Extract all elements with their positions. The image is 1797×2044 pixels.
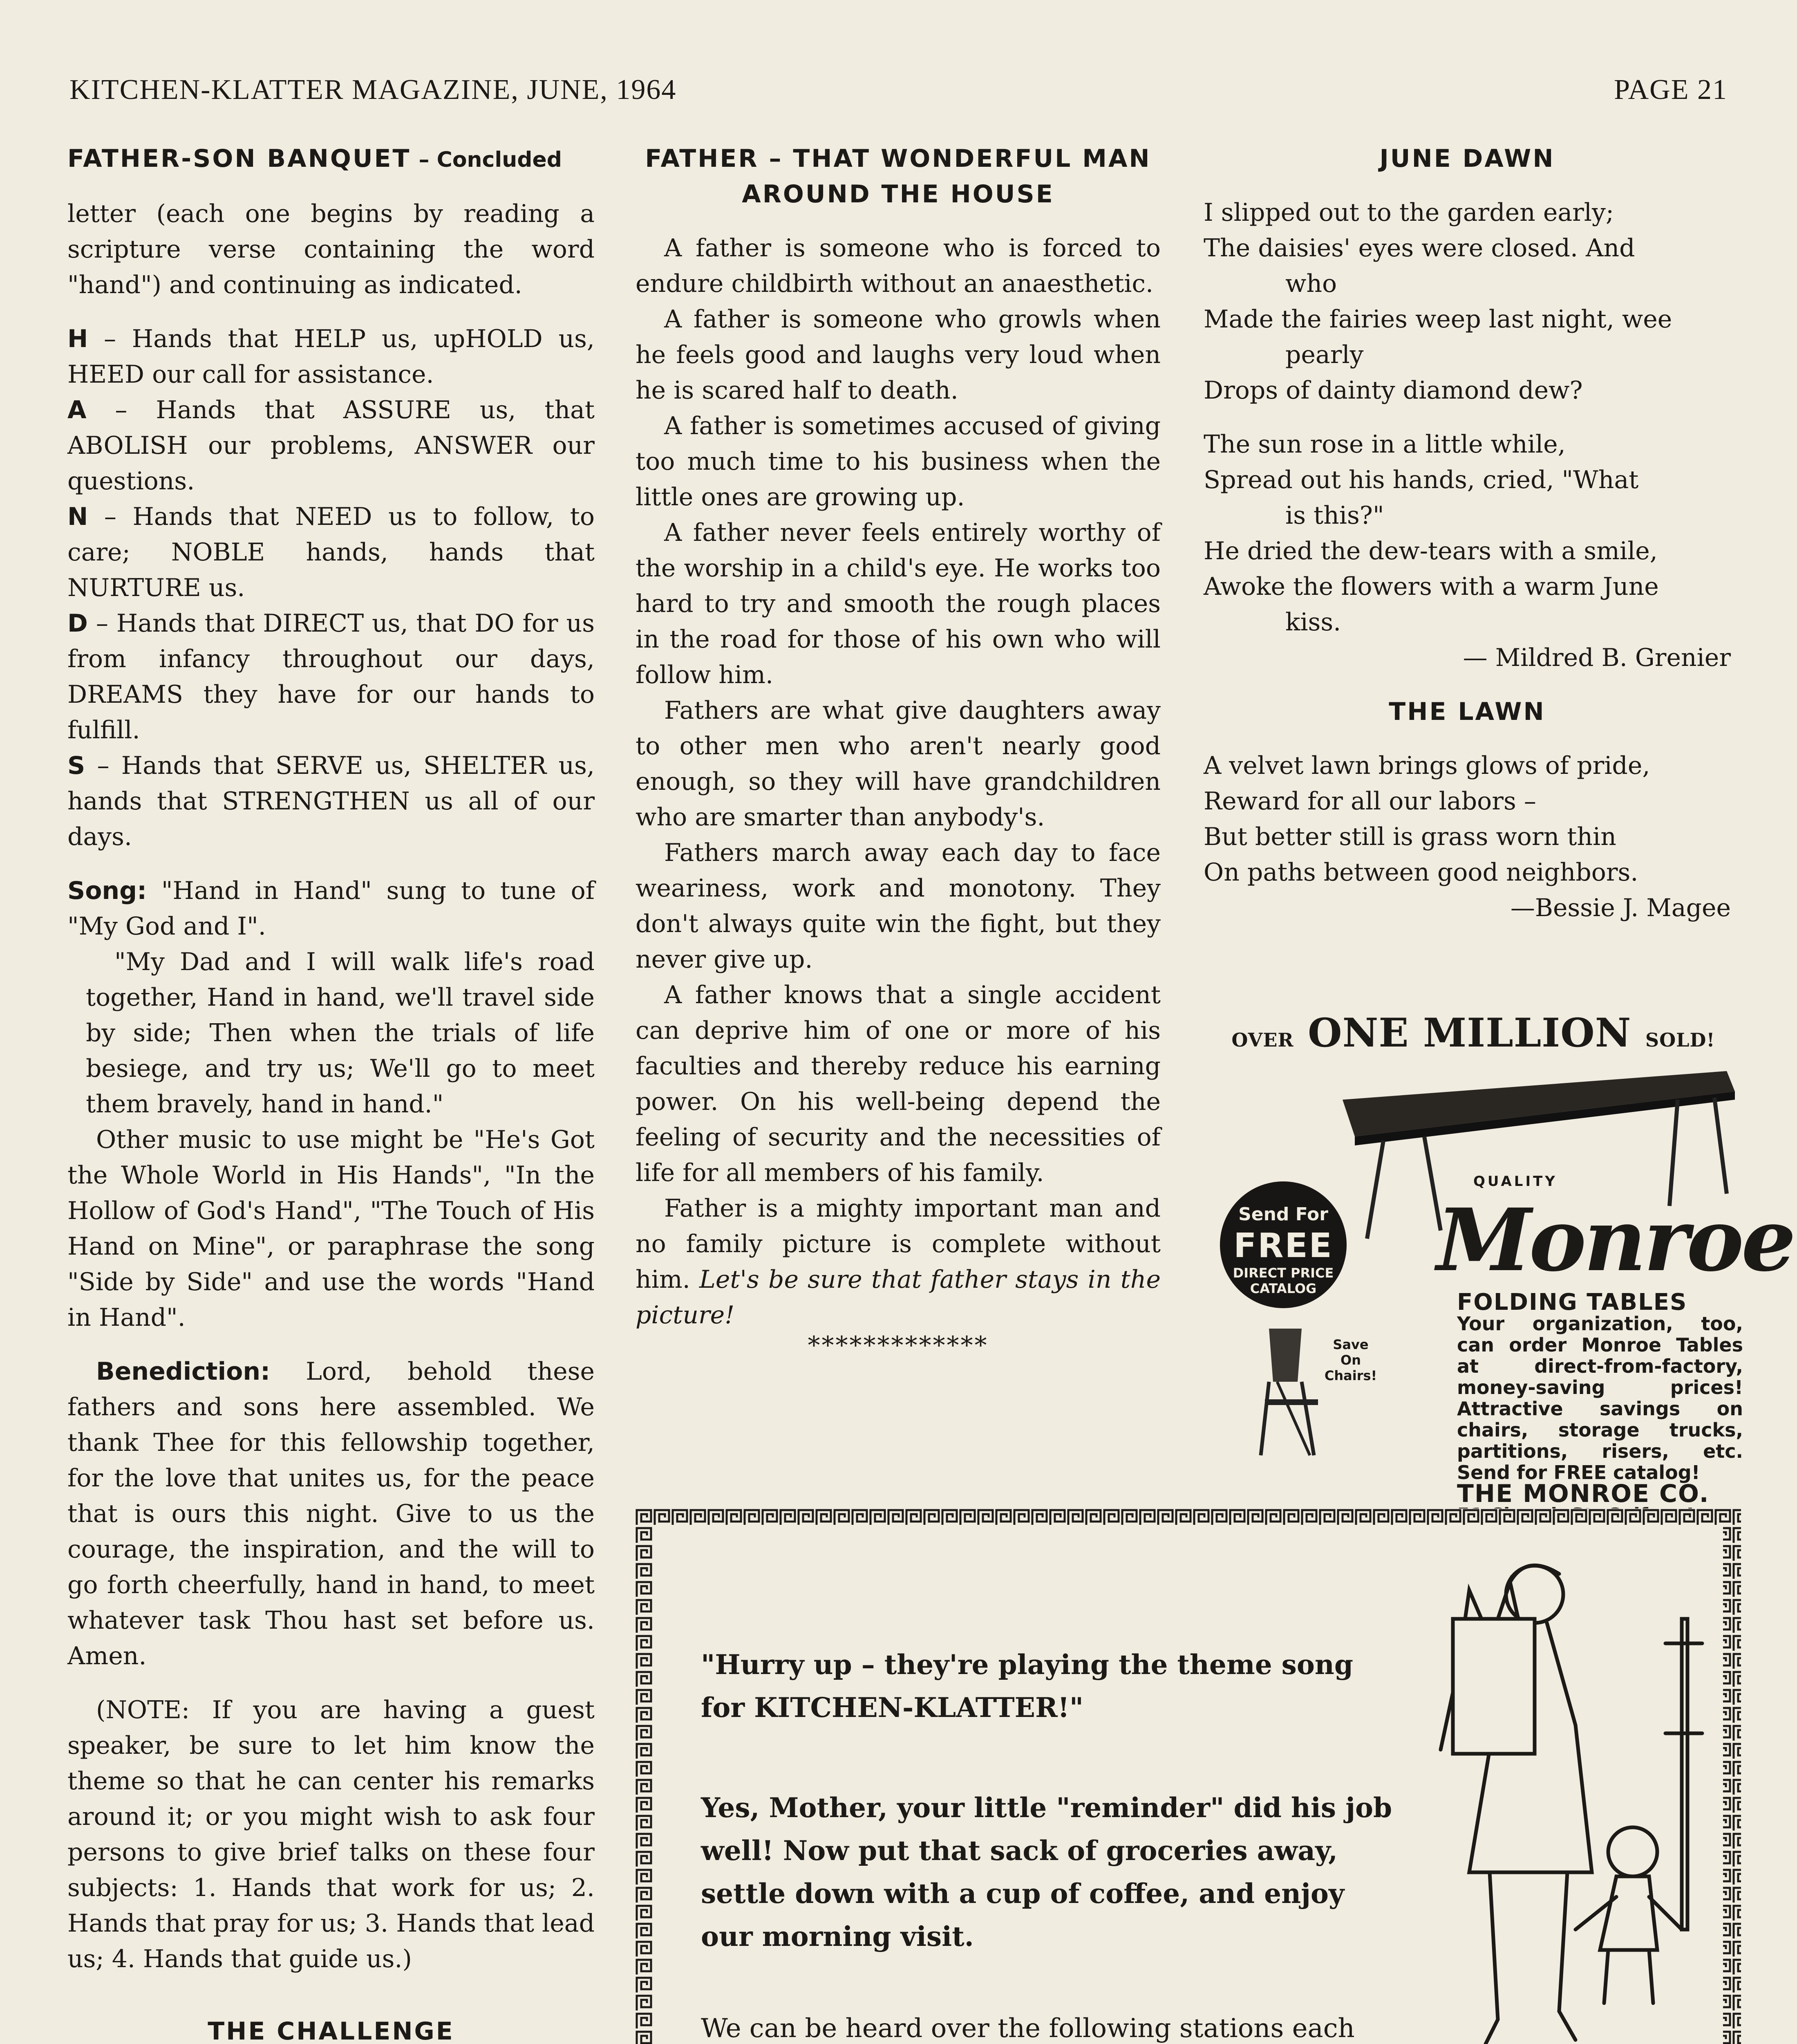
june-dawn-author: — Mildred B. Grenier xyxy=(1463,643,1731,672)
poem-line: But better still is grass worn thin xyxy=(1204,823,1616,851)
father-title-line1: FATHER – THAT WONDERFUL MAN xyxy=(645,144,1151,173)
stations-intro: We can be heard over the following stations each xyxy=(701,2013,1355,2044)
father-paragraph: A father never feels entirely worthy of the worship in a child's eye. He works too hard to try and smooth the rough places in the road for those of his own who will follow him. xyxy=(636,518,1161,689)
poem-line: He dried the dew-tears with a smile, xyxy=(1204,537,1658,565)
banquet-intro: letter (each one begins by reading a scripture verse containing the word "hand") and continuing as indicated. xyxy=(67,199,595,299)
poem-line: Awoke the flowers with a warm June kiss. xyxy=(1204,572,1659,637)
lawn-poem xyxy=(1204,748,1731,890)
mother-reply: Yes, Mother, your little "reminder" did his job well! Now put that sack of groceries away, settle down with a cup of coffee, and enjoy our morning visit. xyxy=(701,1792,1392,1952)
monroe-advertisement xyxy=(1195,1010,1794,1508)
challenge-title: THE CHALLENGE xyxy=(208,2017,454,2044)
banquet-heading: FATHER-SON BANQUET – Concluded xyxy=(67,144,562,173)
letter-item-a: A – Hands that ASSURE us, that ABOLISH our problems, ANSWER our questions. xyxy=(67,396,595,495)
letter-item-n: N – Hands that NEED us to follow, to care; NOBLE hands, hands that NURTURE us. xyxy=(67,502,595,602)
father-paragraph: A father is someone who growls when he feels good and laughs very loud when he is scared half to death. xyxy=(636,305,1161,405)
monroe-logo: Monroe xyxy=(1437,1190,1794,1291)
lawn-title: THE LAWN xyxy=(1389,697,1546,726)
separator-stars: ************* xyxy=(808,1331,989,1360)
page-number: PAGE 21 xyxy=(1614,74,1728,105)
benediction: Benediction: Lord, behold these fathers and sons here assembled. We thank Thee for this fellowship together, for the love that unites us, for the peace that is ours this night. Give to us the courage, the inspiration, and the will to go forth cheerfully, hand in hand, to meet whatever task Thou hast set before us. Amen. xyxy=(67,1357,595,1670)
poem-line: On paths between good neighbors. xyxy=(1204,858,1638,887)
father-paragraph: Fathers march away each day to face weariness, work and monotony. They don't always quite win the fight, but they never give up. xyxy=(636,838,1161,974)
column-left xyxy=(67,141,595,2044)
radio-stations-box xyxy=(636,1508,1741,2044)
poem-line: The sun rose in a little while, xyxy=(1204,430,1566,459)
poem-line: I slipped out to the garden early; xyxy=(1204,198,1614,227)
june-dawn-title: JUNE DAWN xyxy=(1379,144,1555,173)
ad-quality-label: QUALITY xyxy=(1473,1173,1558,1190)
mother-and-boy-illustration xyxy=(1404,1537,1723,2044)
lawn-author: —Bessie J. Magee xyxy=(1510,894,1731,922)
theme-song-slogan: "Hurry up – they're playing the theme song for KITCHEN-KLATTER!" xyxy=(701,1649,1353,1724)
guest-speaker-note: (NOTE: If you are having a guest speaker, be sure to let him know the theme so that he can center his remarks around it; or you might wish to ask four persons to give brief talks on these four subjects: 1. Hands that work for us; 2. Hands that pray for us; 3. Hands that lead us; 4. Hands that guide us.) xyxy=(67,1696,595,1973)
poem-line: Spread out his hands, cried, "What is this?" xyxy=(1204,466,1639,530)
letter-item-h: H – Hands that HELP us, upHOLD us, HEED our call for assistance. xyxy=(67,325,595,389)
poem-line: Reward for all our labors – xyxy=(1204,787,1536,816)
poem-line: Made the fairies weep last night, wee pearly xyxy=(1204,305,1672,369)
ad-headline: OVER ONE MILLION SOLD! xyxy=(1231,1010,1715,1056)
song-line: Song: "Hand in Hand" sung to tune of "My God and I". xyxy=(67,876,595,941)
magazine-title: KITCHEN-KLATTER MAGAZINE, JUNE, 1964 xyxy=(69,74,677,105)
ad-copy: FOLDING TABLES Your organization, too, can order Monroe Tables at direct-from-factory, money-saving prices! Attractive savings on chairs, storage trucks, partitions, risers, etc. Send for FREE catalog! THE MONROE CO. xyxy=(1457,1289,1743,1508)
father-paragraph: A father is sometimes accused of giving too much time to his business when the little ones are growing up. xyxy=(636,412,1161,511)
poem-line: The daisies' eyes were closed. And who xyxy=(1204,234,1635,298)
free-catalog-seal: Send For FREE DIRECT PRICE CATALOG xyxy=(1220,1181,1347,1308)
father-paragraph: A father is someone who is forced to endure childbirth without an anaesthetic. xyxy=(636,234,1161,298)
column-middle xyxy=(636,141,1161,1358)
poem-line: A velvet lawn brings glows of pride, xyxy=(1204,751,1650,780)
song-lyrics: "My Dad and I will walk life's road together, Hand in hand, we'll travel side by side; Then when the trials of life besiege, and try us; We'll go to meet them bravely, hand in hand." xyxy=(86,948,595,1118)
page-header xyxy=(69,74,1728,119)
column-right xyxy=(1204,141,1731,926)
poem-line: Drops of dainty diamond dew? xyxy=(1204,376,1583,405)
letter-item-d: D – Hands that DIRECT us, that DO for us from infancy throughout our days, DREAMS they have for our hands to fulfill. xyxy=(67,609,595,744)
father-paragraph: A father knows that a single accident can deprive him of one or more of his faculties and thereby reduce his earning power. On his well-being depend the feeling of security and the necessities of life for all members of his family. xyxy=(636,981,1161,1187)
june-dawn-poem xyxy=(1204,195,1731,640)
save-on-chairs-tag: Save On Chairs! xyxy=(1324,1337,1377,1383)
father-paragraph: Fathers are what give daughters away to other men who aren't nearly good enough, so they will have grandchildren who are smarter than anybody's. xyxy=(636,696,1161,831)
father-closing: Father is a mighty important man and no family picture is complete without him. Let's be sure that father stays in the picture! xyxy=(636,1194,1161,1329)
folding-chair-illustration xyxy=(1253,1325,1326,1459)
letter-item-s: S – Hands that SERVE us, SHELTER us, hands that STRENGTHEN us all of our days. xyxy=(67,751,595,851)
other-music: Other music to use might be "He's Got the Whole World in His Hands", "In the Hollow of God's Hand", "The Touch of His Hand on Mine", or paraphrase the song "Side by Side" and use the words "Hand in Hand". xyxy=(67,1125,595,1332)
father-title-line2: AROUND THE HOUSE xyxy=(742,180,1054,208)
